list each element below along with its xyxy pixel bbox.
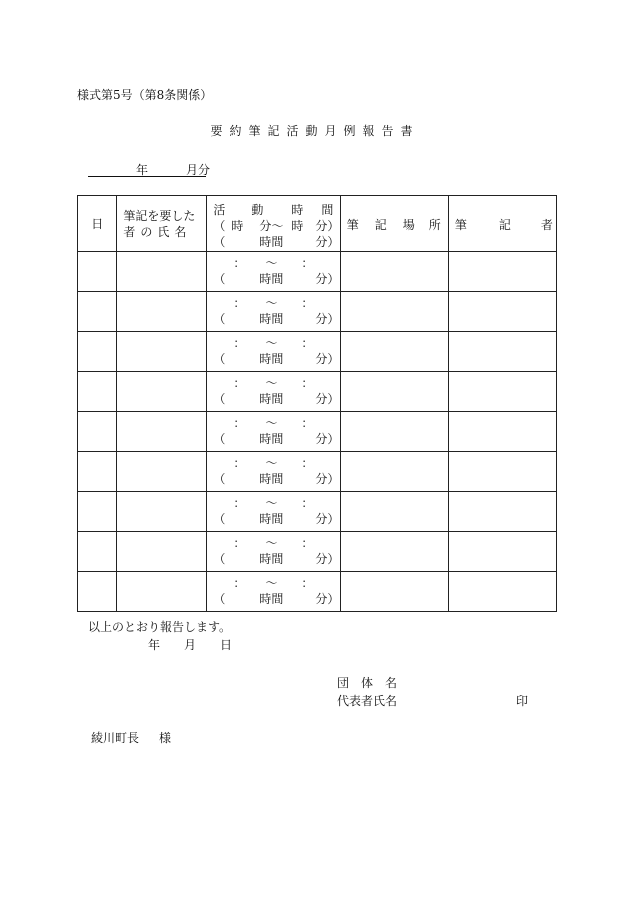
header-time-char: 間	[321, 203, 334, 217]
writing-place-cell	[340, 492, 448, 532]
addressee-honorific: 様	[159, 731, 172, 745]
day-cell	[78, 572, 117, 612]
client-name-cell	[117, 572, 207, 612]
activity-time-cell	[207, 492, 340, 532]
header-time-char: 動	[251, 203, 264, 217]
duration-open-paren: （	[213, 272, 226, 286]
duration-open-paren: （	[213, 592, 226, 606]
time-start-colon: ：	[233, 336, 246, 350]
writing-place-cell	[340, 412, 448, 452]
activity-time-cell	[207, 372, 340, 412]
time-end-colon: ：	[301, 416, 314, 430]
duration-hours-label: 時間	[259, 392, 284, 406]
activity-report-table	[77, 195, 557, 612]
table-row	[78, 452, 557, 492]
header-client-name-line2: 者の氏名	[123, 224, 192, 239]
duration-minutes-label: 分）	[315, 512, 340, 526]
org-label-char: 名	[385, 676, 398, 690]
table-row	[78, 532, 557, 572]
writer-cell	[448, 252, 556, 292]
day-cell	[78, 332, 117, 372]
duration-hours-label: 時間	[259, 352, 284, 366]
header-time-minute: 分）	[315, 219, 340, 233]
time-start-colon: ：	[233, 456, 246, 470]
time-range-tilde: ～	[265, 296, 278, 310]
duration-open-paren: （	[213, 472, 226, 486]
writer-cell	[448, 292, 556, 332]
table-row	[78, 332, 557, 372]
table-body	[78, 252, 557, 612]
duration-minutes-label: 分）	[315, 472, 340, 486]
writing-place-cell	[340, 572, 448, 612]
time-range-tilde: ～	[265, 536, 278, 550]
duration-hours-label: 時間	[259, 272, 284, 286]
org-label-char: 団	[337, 676, 350, 690]
day-cell	[78, 452, 117, 492]
duration-open-paren: （	[213, 432, 226, 446]
header-time-hours: 時間	[259, 235, 284, 249]
table-row	[78, 252, 557, 292]
time-range-tilde: ～	[265, 336, 278, 350]
time-start-colon: ：	[233, 296, 246, 310]
day-cell	[78, 412, 117, 452]
header-time-minute-tilde: 分～	[259, 219, 284, 233]
table-row	[78, 492, 557, 532]
writer-cell	[448, 452, 556, 492]
header-place-char: 場	[402, 218, 415, 232]
client-name-cell	[117, 372, 207, 412]
header-writer-char: 者	[540, 218, 553, 232]
table-row	[78, 372, 557, 412]
table-row	[78, 412, 557, 452]
time-range-tilde: ～	[265, 496, 278, 510]
writer-cell	[448, 532, 556, 572]
period-year-label: 年	[136, 163, 149, 177]
period-month-label: 月分	[186, 163, 211, 177]
duration-minutes-label: 分）	[315, 272, 340, 286]
writer-cell	[448, 372, 556, 412]
client-name-cell	[117, 532, 207, 572]
header-time-paren: （	[213, 235, 226, 249]
duration-open-paren: （	[213, 512, 226, 526]
time-start-colon: ：	[233, 496, 246, 510]
activity-time-cell	[207, 332, 340, 372]
duration-open-paren: （	[213, 552, 226, 566]
date-month-label: 月	[184, 638, 197, 652]
time-range-tilde: ～	[265, 376, 278, 390]
table-row	[78, 292, 557, 332]
header-time-char: 時	[291, 203, 304, 217]
time-range-tilde: ～	[265, 576, 278, 590]
time-end-colon: ：	[301, 376, 314, 390]
duration-hours-label: 時間	[259, 592, 284, 606]
duration-minutes-label: 分）	[315, 592, 340, 606]
duration-open-paren: （	[213, 392, 226, 406]
day-cell	[78, 492, 117, 532]
time-end-colon: ：	[301, 296, 314, 310]
duration-minutes-label: 分）	[315, 352, 340, 366]
header-place-char: 記	[374, 218, 387, 232]
header-writer-char: 記	[498, 218, 511, 232]
closing-statement: 以上のとおり報告します。	[88, 620, 232, 634]
activity-time-cell	[207, 412, 340, 452]
writing-place-cell	[340, 252, 448, 292]
date-day-label: 日	[220, 638, 233, 652]
time-range-tilde: ～	[265, 416, 278, 430]
seal-mark: 印	[516, 694, 529, 708]
header-place-char: 所	[428, 218, 441, 232]
writing-place-cell	[340, 452, 448, 492]
header-time-hour: 時	[231, 219, 244, 233]
day-cell	[78, 532, 117, 572]
activity-time-cell	[207, 532, 340, 572]
time-end-colon: ：	[301, 256, 314, 270]
table-row	[78, 572, 557, 612]
duration-hours-label: 時間	[259, 312, 284, 326]
header-writer	[448, 196, 556, 252]
time-end-colon: ：	[301, 336, 314, 350]
header-place-char: 筆	[346, 218, 359, 232]
activity-time-cell	[207, 252, 340, 292]
time-end-colon: ：	[301, 576, 314, 590]
table-header-row	[78, 196, 557, 252]
time-start-colon: ：	[233, 256, 246, 270]
client-name-cell	[117, 292, 207, 332]
document-title: 要約筆記活動月例報告書	[210, 124, 420, 138]
header-client-name	[117, 196, 207, 252]
addressee-name: 綾川町長	[91, 731, 140, 745]
duration-minutes-label: 分）	[315, 552, 340, 566]
header-time-hour: 時	[291, 219, 304, 233]
duration-minutes-label: 分）	[315, 432, 340, 446]
duration-hours-label: 時間	[259, 472, 284, 486]
writing-place-cell	[340, 372, 448, 412]
time-end-colon: ：	[301, 456, 314, 470]
date-year-label: 年	[148, 638, 161, 652]
writing-place-cell	[340, 332, 448, 372]
form-number: 様式第5号（第8条関係）	[77, 88, 213, 102]
duration-minutes-label: 分）	[315, 312, 340, 326]
report-period	[88, 161, 211, 177]
day-cell	[78, 372, 117, 412]
client-name-cell	[117, 252, 207, 292]
org-label-char: 体	[361, 676, 374, 690]
writer-cell	[448, 412, 556, 452]
day-cell	[78, 252, 117, 292]
time-start-colon: ：	[233, 576, 246, 590]
time-range-tilde: ～	[265, 256, 278, 270]
duration-open-paren: （	[213, 312, 226, 326]
duration-hours-label: 時間	[259, 552, 284, 566]
client-name-cell	[117, 452, 207, 492]
writer-cell	[448, 492, 556, 532]
time-end-colon: ：	[301, 536, 314, 550]
day-cell	[78, 292, 117, 332]
duration-open-paren: （	[213, 352, 226, 366]
writing-place-cell	[340, 532, 448, 572]
writer-cell	[448, 572, 556, 612]
header-client-name-line1: 筆記を要した	[123, 208, 196, 223]
header-writing-place	[340, 196, 448, 252]
activity-time-cell	[207, 572, 340, 612]
header-time-paren: （	[213, 219, 226, 233]
representative-name-label: 代表者氏名	[337, 694, 398, 708]
duration-hours-label: 時間	[259, 512, 284, 526]
time-start-colon: ：	[233, 376, 246, 390]
client-name-cell	[117, 332, 207, 372]
duration-hours-label: 時間	[259, 432, 284, 446]
header-time-minutes: 分）	[315, 235, 340, 249]
activity-time-cell	[207, 452, 340, 492]
activity-time-cell	[207, 292, 340, 332]
duration-minutes-label: 分）	[315, 392, 340, 406]
header-day: 日	[78, 196, 117, 252]
client-name-cell	[117, 412, 207, 452]
time-range-tilde: ～	[265, 456, 278, 470]
time-start-colon: ：	[233, 416, 246, 430]
header-time-char: 活	[213, 203, 226, 217]
header-activity-time	[207, 196, 340, 252]
writer-cell	[448, 332, 556, 372]
time-start-colon: ：	[233, 536, 246, 550]
time-end-colon: ：	[301, 496, 314, 510]
header-writer-char: 筆	[454, 218, 467, 232]
client-name-cell	[117, 492, 207, 532]
writing-place-cell	[340, 292, 448, 332]
